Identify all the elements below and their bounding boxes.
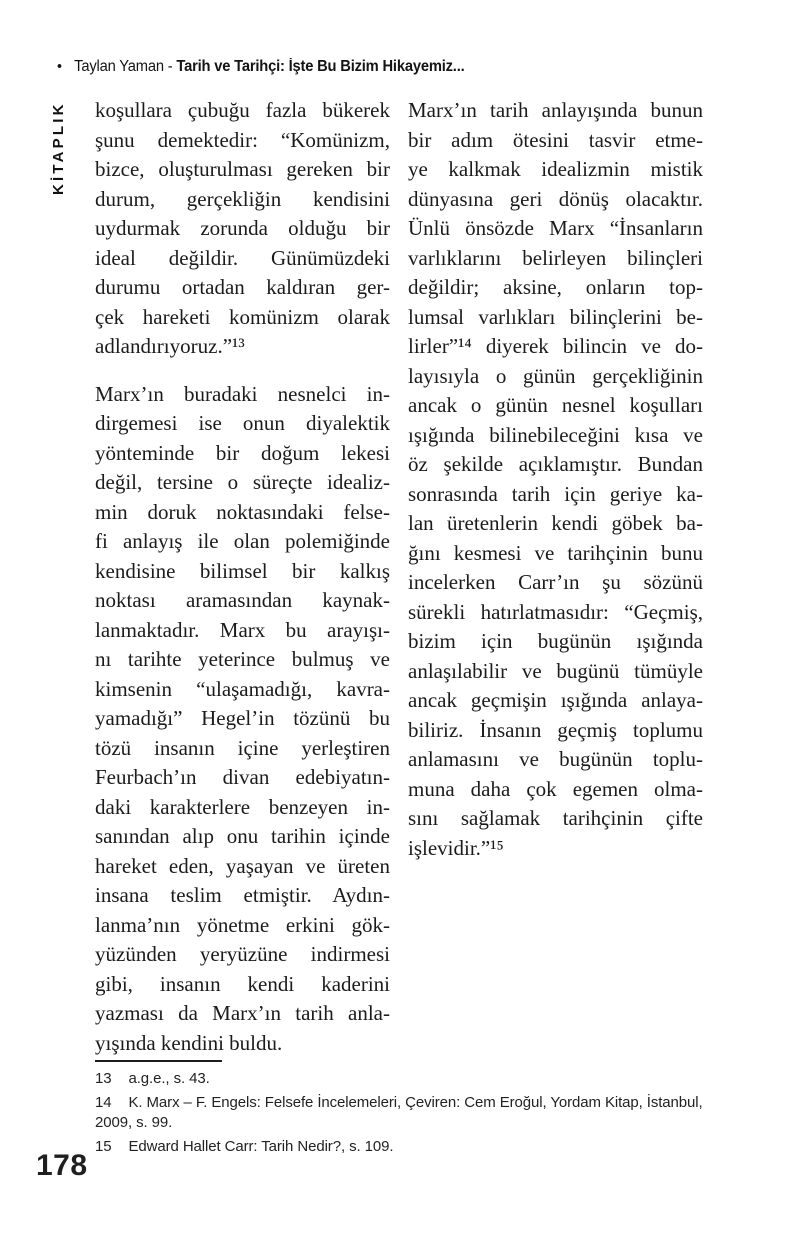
text-line: lirler”¹⁴ diyerek bilincin ve do- (408, 334, 703, 358)
body-columns (95, 96, 703, 1076)
footnote-item (95, 1093, 715, 1133)
text-line: sanından alıp onu tarihin içinde (95, 824, 390, 848)
text-line: kimsenin “ulaşamadığı, kavra- (95, 676, 390, 701)
text-line: yönteminde bir doğum lekesi (95, 440, 390, 465)
text-line: değil, tersine o süreçte idealiz- (95, 470, 390, 494)
text-line: daki karakterlere benzeyen in- (95, 794, 390, 819)
text-line: Marx’ın tarih anlayışında bunun (408, 98, 703, 122)
text-line: durum, gerçekliğin kendisini (95, 186, 390, 211)
text-line: bir adım ötesini tasvir etme- (408, 127, 703, 152)
page-number: 178 (36, 1149, 88, 1182)
text-line: sını sağlamak tarihçinin çifte (408, 806, 703, 830)
text-line: kendisine bilimsel bir kalkış (95, 558, 390, 583)
right-column (408, 96, 703, 1076)
header-text (74, 58, 464, 76)
footnote-separator (95, 1060, 222, 1062)
footnote-text: K. Marx – F. Engels: Felsefe İncelemeleri, Çeviren: Cem Eroğul, Yordam Kitap, İstanbul, 2009, s. 99. (95, 1094, 703, 1131)
text-line: Ünlü önsözde Marx “İnsanların (408, 216, 703, 240)
text-line: çek hareketi komünizm olarak (95, 304, 390, 329)
text-line: hareket eden, yaşayan ve üreten (95, 853, 390, 878)
text-line: anlaşılabilir ve bugünü tümüyle (408, 658, 703, 683)
text-line: yamadığı” Hegel’in tözünü bu (95, 706, 390, 730)
text-line: Feurbach’ın divan edebiyatın- (95, 765, 390, 789)
sidebar-vertical-label: KİTAPLIK (50, 101, 67, 195)
left-column (95, 96, 390, 1076)
text-line: ğını kesmesi ve tarihçinin bunu (408, 540, 703, 565)
text-line: gibi, insanın kendi kaderini (95, 971, 390, 996)
text-line: varlıklarını belirleyen bilinçleri (408, 245, 703, 270)
footnote-number: 14 (95, 1094, 112, 1111)
text-line: yışında kendini buldu. (95, 1030, 283, 1055)
text-line: dirgemesi ise onun diyalektik (95, 411, 390, 435)
text-line: dünyasına geri dönüş olacaktır. (408, 186, 703, 211)
text-line: değildir; aksine, onların top- (408, 275, 703, 299)
text-line: lanma’nın yönetme erkini gök- (95, 912, 390, 937)
text-line: incelerken Carr’ın şu sözünü (408, 570, 703, 594)
footnote-item (95, 1137, 715, 1157)
text-line: fi anlayış ile olan polemiğinde (95, 529, 390, 553)
paragraph (95, 380, 390, 1059)
text-line: işlevidir.”¹⁵ (408, 835, 504, 860)
text-line: biliriz. İnsanın geçmiş toplumu (408, 717, 703, 742)
text-line: öz şekilde açıklamıştır. Bundan (408, 452, 703, 476)
text-line: yazması da Marx’ın tarih anla- (95, 1001, 390, 1025)
text-line: anlamasını ve bugünün toplu- (408, 747, 703, 771)
text-line: bizim için bugünün ışığında (408, 629, 703, 653)
text-line: şunu demektedir: “Komünizm, (95, 127, 390, 152)
text-line: sonrasında tarih için geriye ka- (408, 481, 703, 506)
text-line: sürekli hatırlatmasıdır: “Geçmiş, (408, 599, 703, 624)
paragraph (95, 96, 390, 362)
text-line: muna daha çok egemen olma- (408, 776, 703, 801)
footnote-number: 15 (95, 1138, 112, 1155)
bullet-icon: • (57, 58, 62, 75)
footnote-text: a.g.e., s. 43. (128, 1070, 210, 1087)
footnote-item (95, 1069, 715, 1089)
text-line: lanmaktadır. Marx bu arayışı- (95, 617, 390, 642)
footnote-text: Edward Hallet Carr: Tarih Nedir?, s. 109. (128, 1138, 394, 1155)
text-line: ışığında bilinebileceğini kısa ve (408, 422, 703, 447)
text-line: yüzünden yeryüzüne indirmesi (95, 942, 390, 966)
text-line: lumsal varlıkları bilinçlerini be- (408, 304, 703, 329)
text-line: uydurmak zorunda olduğu bir (95, 216, 390, 240)
text-line: koşullara çubuğu fazla bükerek (95, 98, 390, 122)
text-line: tözü insanın içine yerleştiren (95, 735, 390, 760)
text-line: lan üretenlerin kendi göbek ba- (408, 511, 703, 535)
footnote-list (95, 1069, 715, 1157)
text-line: ideal değildir. Günümüzdeki (95, 245, 390, 270)
text-line: bizce, oluşturulması gereken bir (95, 157, 390, 181)
text-line: ancak o günün nesnel koşulları (408, 393, 703, 417)
text-line: insana teslim etmiştir. Aydın- (95, 883, 390, 907)
author-name: Taylan Yaman - (74, 58, 177, 75)
text-line: layısıyla o günün gerçekliğinin (408, 363, 703, 388)
text-line: Marx’ın buradaki nesnelci in- (95, 381, 390, 406)
text-line: ye kalkmak idealizmin mistik (408, 157, 703, 181)
footnote-number: 13 (95, 1070, 112, 1087)
book-title: Tarih ve Tarihçi: İşte Bu Bizim Hikayemiz... (176, 58, 465, 75)
text-line: min doruk noktasındaki felse- (95, 499, 390, 524)
text-line: nı tarihte yeterince bulmuş ve (95, 647, 390, 671)
text-line: adlandırıyoruz.”¹³ (95, 334, 245, 358)
footnotes-section (95, 1060, 715, 1161)
text-line: durumu ortadan kaldıran ger- (95, 275, 390, 299)
text-line: noktası aramasından kaynak- (95, 588, 390, 612)
text-line: ancak geçmişin ışığında anlaya- (408, 688, 703, 712)
running-header (57, 58, 465, 76)
paragraph (408, 96, 703, 863)
